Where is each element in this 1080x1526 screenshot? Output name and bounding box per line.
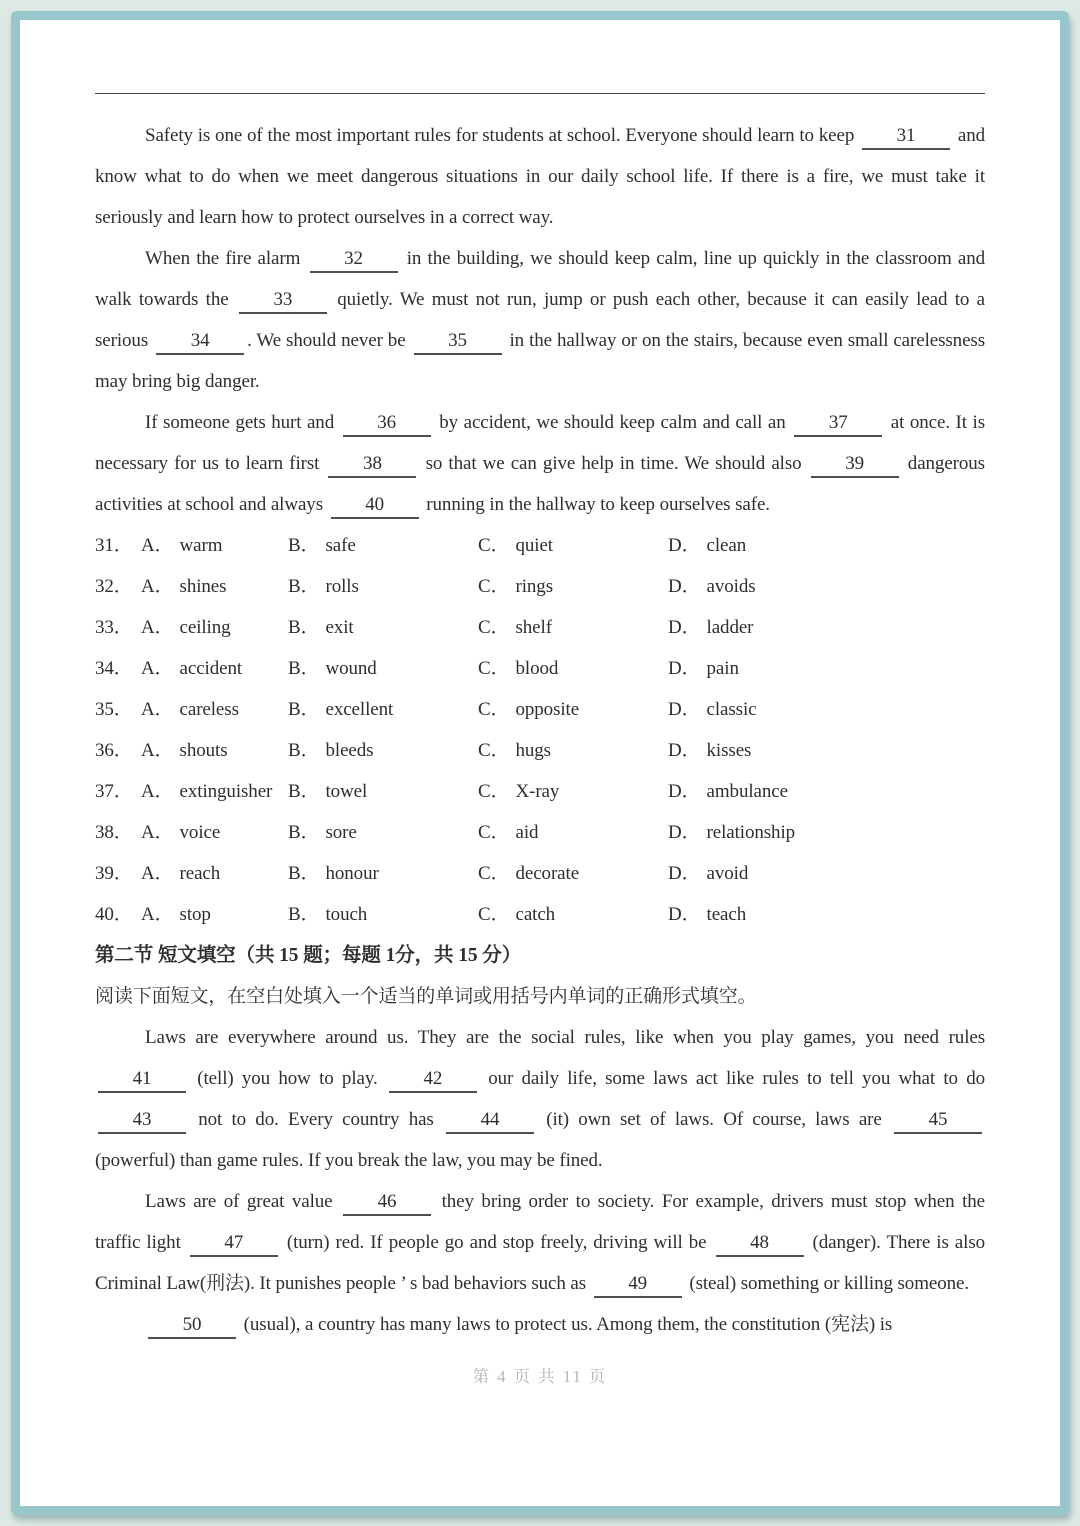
option-cell-d [668,853,985,894]
option-letter: D． [668,822,701,843]
option-number: 40． [95,904,133,925]
options-row-33 [95,607,985,648]
option-word: shines [179,576,227,597]
option-word: opposite [515,699,580,720]
cloze-options [95,525,985,935]
options-row-34 [95,648,985,689]
option-cell-d [668,812,985,853]
option-cell-c [478,771,668,812]
option-letter: D． [668,863,701,884]
option-cell-a [141,853,288,894]
blank-50: 50 [148,1313,236,1339]
option-number: 35． [95,699,133,720]
blank-42: 42 [389,1067,477,1093]
option-cell-a [141,812,288,853]
option-cell-b [288,812,478,853]
option-cell-b [288,607,478,648]
passage-paragraph: Laws are of great value 46 they bring order to society. For example, drivers must stop when the traffic light 47 (turn) red. If people go and stop freely, driving will be 48 (danger). There is also Criminal Law(刑法). It punishes people ’ s bad behaviors such as 49 (steal) something or killing someone. [95,1181,985,1304]
options-row-37 [95,771,985,812]
options-row-38 [95,812,985,853]
option-cell-b [288,648,478,689]
page-frame [11,11,1069,1515]
option-cell-b [288,689,478,730]
option-word: decorate [515,863,580,884]
option-letter: D． [668,781,701,802]
option-word: ambulance [706,781,788,802]
passage-paragraph: Laws are everywhere around us. They are the social rules, like when you play games, you need rules 41 (tell) you how to play. 42 our daily life, some laws act like rules to tell you what to do 43 not to do. Every country has 44 (it) own set of laws. Of course, laws are 45 (powerful) than game rules. If you break the law, you may be fined. [95,1027,986,1171]
option-cell-d [668,894,985,935]
header-rule [95,93,985,94]
option-letter: B． [288,535,320,556]
option-letter: C． [478,617,510,638]
option-letter: B． [288,740,320,761]
option-letter: D． [668,740,701,761]
option-word: teach [706,904,747,925]
option-letter: A． [141,822,174,843]
blank-34: 34 [156,329,244,355]
page-content [20,93,1060,1387]
options-row-39 [95,853,985,894]
option-word: shelf [515,617,552,638]
option-cell-a [141,894,288,935]
blank-36: 36 [343,411,431,437]
passage-paragraph: Safety is one of the most important rules for students at school. Everyone should learn to keep 31 and know what to do when we meet dangerous situations in our daily school life. If there is a fire, we must take it seriously and learn how to protect ourselves in a correct way. [95,125,985,228]
option-cell-c [478,894,668,935]
option-cell-c [478,853,668,894]
option-number: 37． [95,781,133,802]
option-word: voice [179,822,221,843]
option-letter: B． [288,781,320,802]
blank-35: 35 [414,329,502,355]
option-letter: B． [288,904,320,925]
option-letter: C． [478,781,510,802]
option-word: bleeds [325,740,374,761]
option-cell-a [141,525,288,566]
option-letter: B． [288,699,320,720]
option-cell-d [668,771,985,812]
option-cell-c [478,730,668,771]
blank-46: 46 [343,1190,431,1216]
option-word: rings [515,576,553,597]
passage-paragraph: If someone gets hurt and 36 by accident, we should keep calm and call an 37 at once. It is necessary for us to learn first 38 so that we can give help in time. We should also 39 dangerous activities at school and always 40 running in the hallway to keep ourselves safe. [95,402,985,525]
option-letter: A． [141,535,174,556]
option-cell-b [288,853,478,894]
option-word: blood [515,658,559,679]
option-number: 32． [95,576,133,597]
option-word: aid [515,822,539,843]
option-word: careless [179,699,239,720]
option-letter: D． [668,535,701,556]
option-letter: D． [668,658,701,679]
option-letter: C． [478,535,510,556]
option-word: touch [325,904,368,925]
options-row-36 [95,730,985,771]
option-cell-c [478,689,668,730]
option-cell-a [141,689,288,730]
option-word: excellent [325,699,394,720]
option-word: classic [706,699,757,720]
option-word: avoids [706,576,756,597]
blank-41: 41 [98,1067,186,1093]
option-letter: C． [478,904,510,925]
option-word: extinguisher [179,781,273,802]
option-word: relationship [706,822,796,843]
option-letter: C． [478,740,510,761]
option-number: 34． [95,658,133,679]
option-word: stop [179,904,211,925]
option-letter: D． [668,576,701,597]
option-word: shouts [179,740,228,761]
option-cell-b [288,730,478,771]
option-number: 38． [95,822,133,843]
option-letter: B． [288,863,320,884]
blank-32: 32 [310,247,398,273]
blank-39: 39 [811,452,899,478]
option-letter: A． [141,658,174,679]
option-word: pain [706,658,739,679]
option-letter: A． [141,740,174,761]
option-letter: A． [141,781,174,802]
option-cell-c [478,566,668,607]
blank-44: 44 [446,1108,534,1134]
option-cell-d [668,730,985,771]
blank-33: 33 [239,288,327,314]
option-word: safe [325,535,356,556]
option-cell-d [668,566,985,607]
option-word: reach [179,863,221,884]
option-word: rolls [325,576,359,597]
passage-paragraph: 50 (usual), a country has many laws to protect us. Among them, the constitution (宪法) is [95,1304,985,1345]
option-letter: C． [478,576,510,597]
options-row-32 [95,566,985,607]
option-letter: B． [288,822,320,843]
page-footer: 第 4 页 共 11 页 [472,1367,608,1386]
option-letter: A． [141,576,174,597]
option-cell-d [668,648,985,689]
option-word: exit [325,617,354,638]
blank-37: 37 [794,411,882,437]
section-instruction: 阅读下面短文，在空白处填入一个适当的单词或用括号内单词的正确形式填空。 [95,986,757,1007]
option-cell-d [668,689,985,730]
option-cell-a [141,607,288,648]
option-number: 31． [95,535,133,556]
option-word: hugs [515,740,551,761]
option-word: warm [179,535,223,556]
option-letter: A． [141,617,174,638]
blank-47: 47 [190,1231,278,1257]
option-cell-d [668,607,985,648]
option-cell-c [478,607,668,648]
option-letter: A． [141,863,174,884]
option-letter: D． [668,617,701,638]
option-letter: D． [668,904,701,925]
option-letter: C． [478,822,510,843]
option-cell-c [478,648,668,689]
blank-38: 38 [328,452,416,478]
option-word: clean [706,535,747,556]
option-number: 36． [95,740,133,761]
blank-40: 40 [331,493,419,519]
option-cell-a [141,566,288,607]
passage-paragraph: When the fire alarm 32 in the building, we should keep calm, line up quickly in the classroom and walk towards the 33 quietly. We must not run, jump or push each other, because it can easily lead to a serious 34 . We should never be 35 in the hallway or on the stairs, because even small carelessness may bring big danger. [95,248,986,392]
option-letter: A． [141,699,174,720]
option-letter: B． [288,658,320,679]
option-word: towel [325,781,368,802]
option-cell-a [141,771,288,812]
option-cell-d [668,525,985,566]
blank-31: 31 [862,124,950,150]
option-number: 33． [95,617,133,638]
option-cell-b [288,771,478,812]
option-cell-c [478,525,668,566]
option-word: honour [325,863,379,884]
option-word: quiet [515,535,553,556]
blank-48: 48 [716,1231,804,1257]
option-number: 39． [95,863,133,884]
option-letter: D． [668,699,701,720]
option-cell-a [141,648,288,689]
option-letter: C． [478,863,510,884]
option-word: accident [179,658,243,679]
option-word: sore [325,822,357,843]
option-cell-a [141,730,288,771]
cloze-passage [95,115,985,525]
fill-passage [95,1017,985,1345]
option-word: X-ray [515,781,560,802]
option-cell-b [288,894,478,935]
option-letter: A． [141,904,174,925]
option-letter: C． [478,658,510,679]
option-cell-b [288,525,478,566]
option-letter: B． [288,617,320,638]
option-word: ladder [706,617,754,638]
options-row-40 [95,894,985,935]
option-letter: B． [288,576,320,597]
section-title: 第二节 短文填空（共 15 题；每题 1分，共 15 分） [95,945,522,966]
option-word: ceiling [179,617,231,638]
option-cell-c [478,812,668,853]
option-word: kisses [706,740,752,761]
blank-43: 43 [98,1108,186,1134]
blank-49: 49 [594,1272,682,1298]
options-row-31 [95,525,985,566]
option-word: catch [515,904,556,925]
option-word: avoid [706,863,749,884]
option-cell-b [288,566,478,607]
options-row-35 [95,689,985,730]
blank-45: 45 [894,1108,982,1134]
option-word: wound [325,658,377,679]
option-letter: C． [478,699,510,720]
